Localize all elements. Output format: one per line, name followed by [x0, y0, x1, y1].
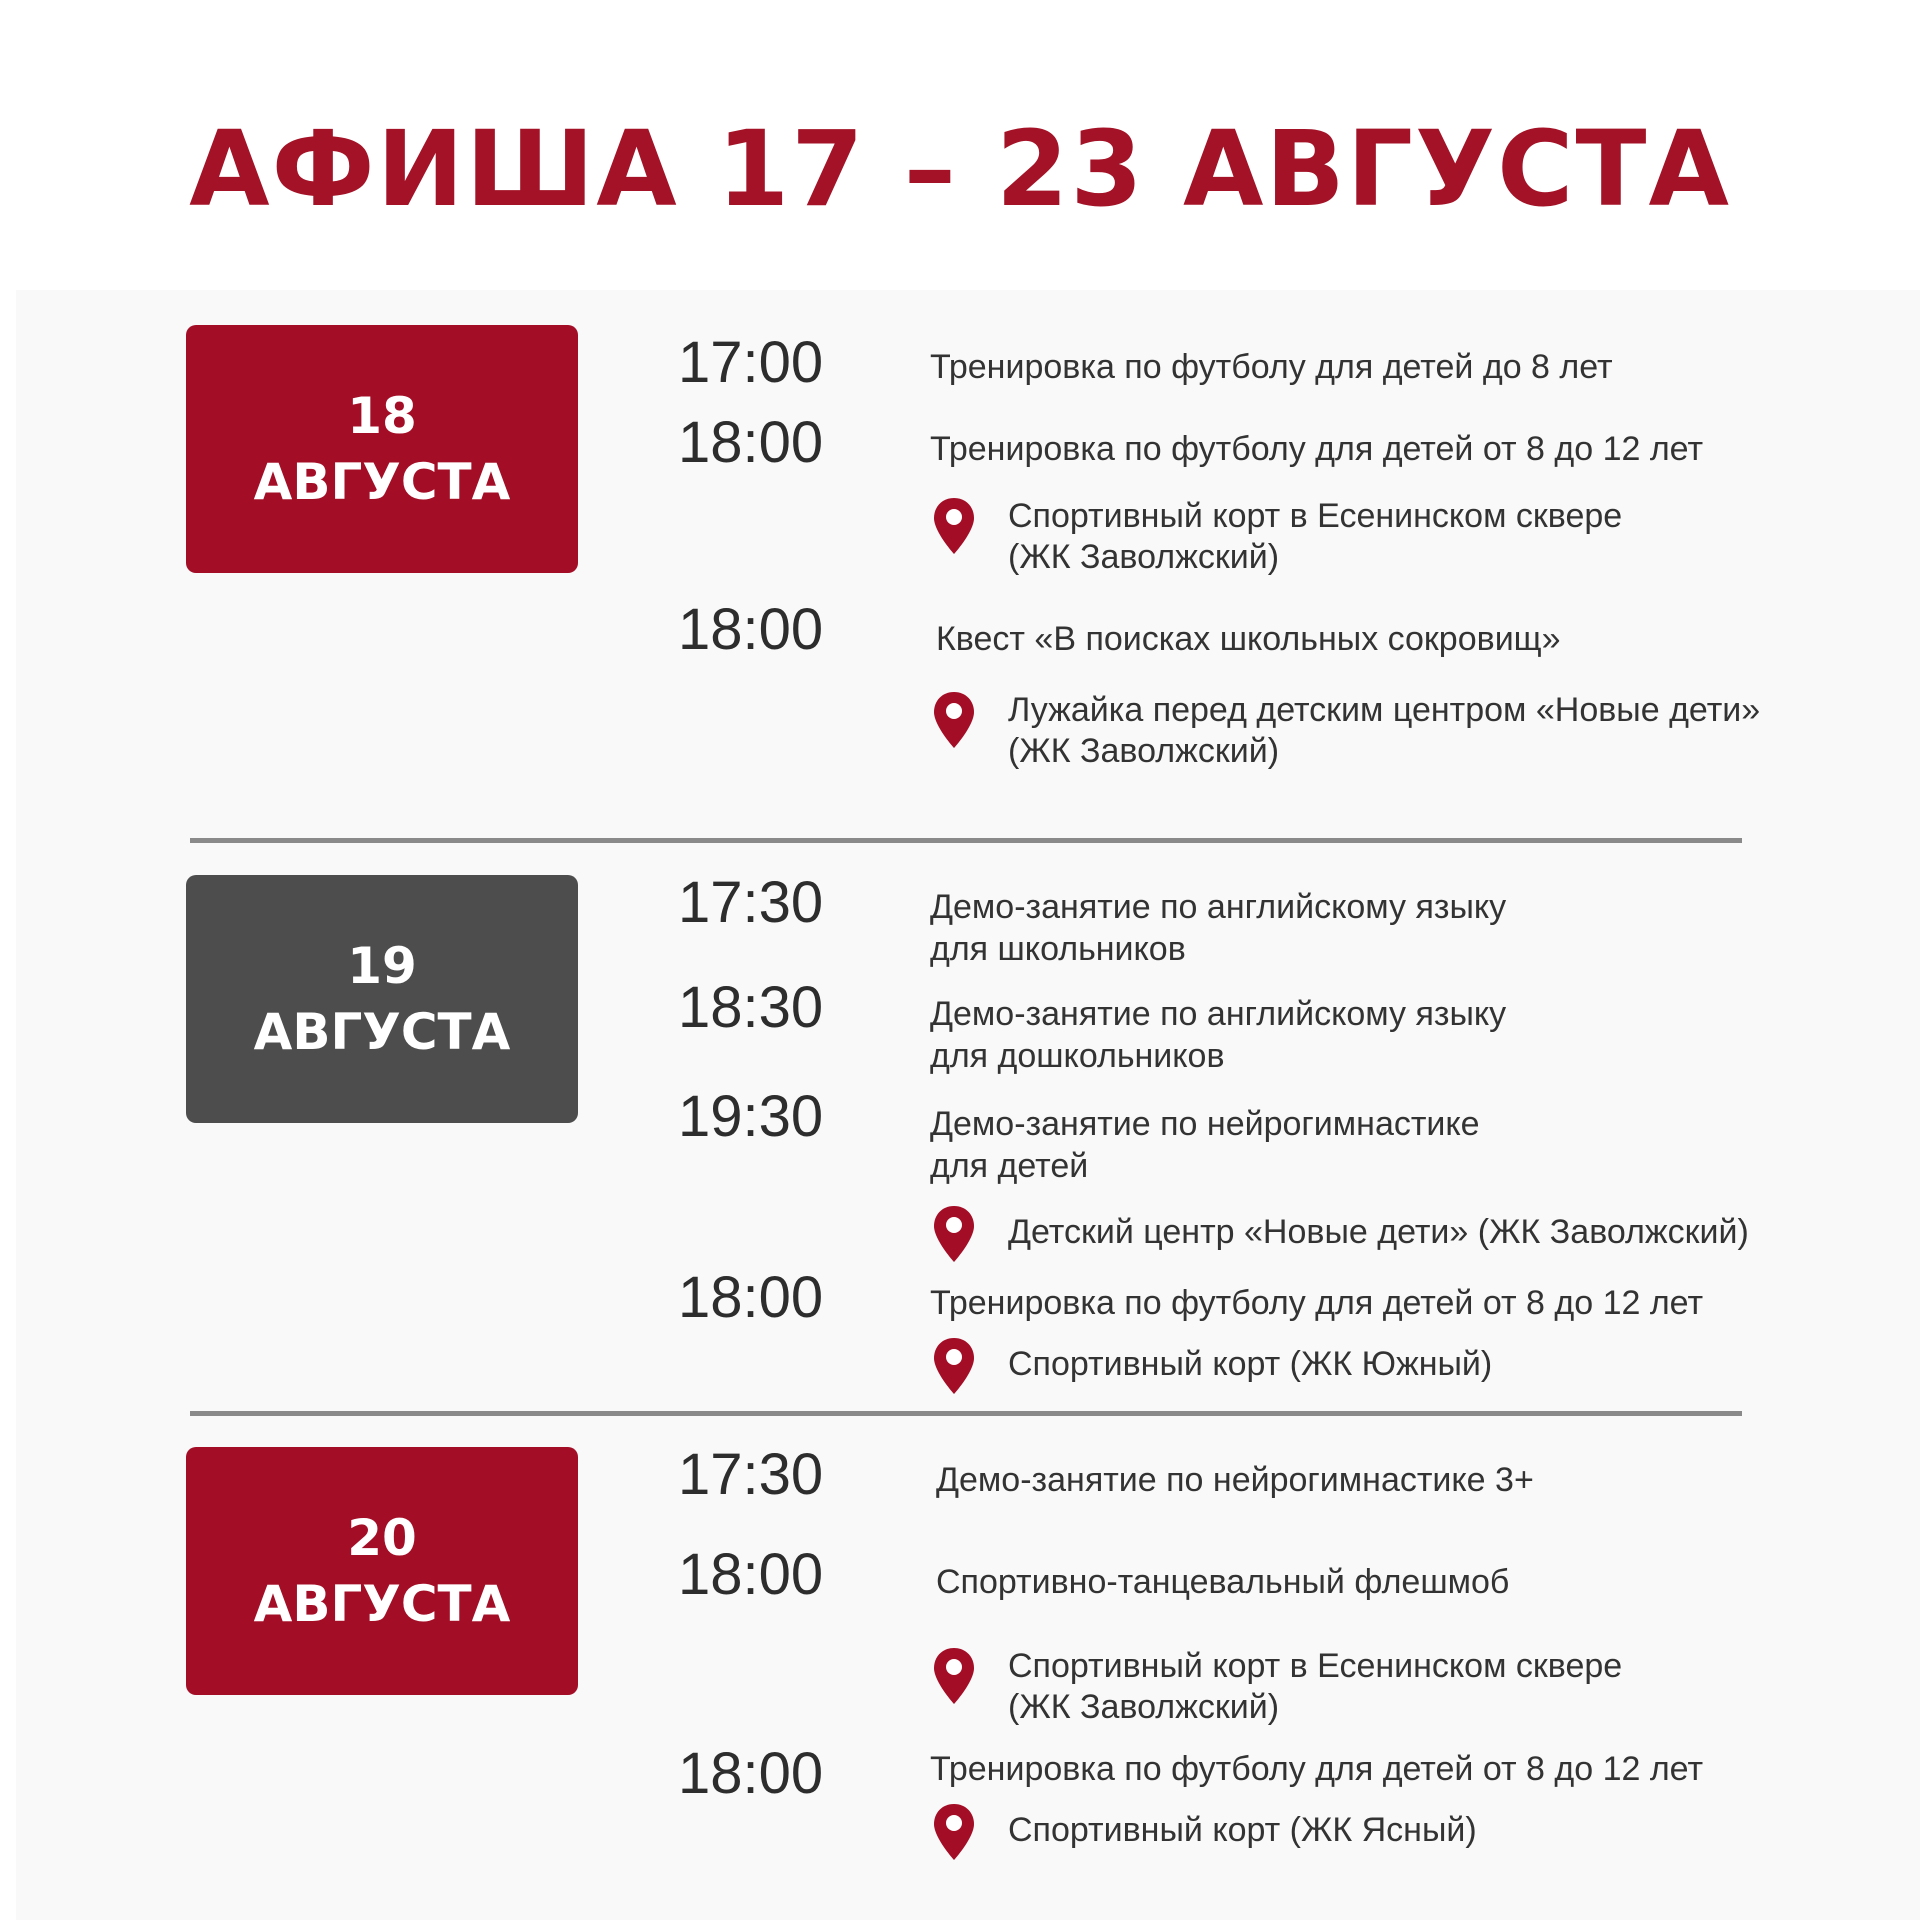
date-badge-month: АВГУСТА — [253, 1575, 511, 1633]
event-title: Демо-занятие по английскому языку для школьников — [930, 888, 1507, 968]
event-time: 18:00 — [678, 1265, 824, 1330]
event-title: Тренировка по футболу для детей от 8 до 12 лет — [930, 1284, 1704, 1322]
section-divider — [190, 1411, 1742, 1416]
date-badge-day: 20 — [347, 1509, 417, 1567]
location-text: Спортивный корт в Есенинском сквере (ЖК Заволжский) — [1008, 1647, 1623, 1726]
map-pin-icon — [928, 1646, 980, 1706]
location-text: Спортивный корт в Есенинском сквере (ЖК Заволжский) — [1008, 497, 1623, 576]
event-time: 19:30 — [678, 1084, 824, 1149]
section-divider — [190, 838, 1742, 843]
date-badge-month: АВГУСТА — [253, 453, 511, 511]
date-badge-day: 19 — [347, 937, 417, 995]
location-text: Спортивный корт (ЖК Ясный) — [1008, 1811, 1477, 1849]
event-title: Демо-занятие по нейрогимнастике для детей — [930, 1105, 1480, 1185]
location-text: Спортивный корт (ЖК Южный) — [1008, 1345, 1493, 1383]
map-pin-icon — [928, 1802, 980, 1862]
map-pin-icon — [928, 1336, 980, 1396]
event-time: 17:30 — [678, 870, 824, 935]
date-badge-19 — [186, 875, 578, 1123]
event-title: Спортивно-танцевальный флешмоб — [936, 1563, 1510, 1601]
event-location — [928, 1802, 1477, 1862]
page-title: АФИША 17 – 23 АВГУСТА — [189, 108, 1731, 230]
event-time: 18:00 — [678, 597, 824, 662]
event-title: Тренировка по футболу для детей от 8 до 12 лет — [930, 1750, 1704, 1788]
event-location — [928, 690, 1760, 772]
date-badge-20 — [186, 1447, 578, 1695]
event-time: 17:00 — [678, 330, 824, 395]
location-text: Детский центр «Новые дети» (ЖК Заволжский) — [1008, 1213, 1749, 1251]
date-badge-month: АВГУСТА — [253, 1003, 511, 1061]
event-time: 18:00 — [678, 410, 824, 475]
event-location — [928, 1336, 1492, 1396]
date-badge-18 — [186, 325, 578, 573]
event-title: Квест «В поисках школьных сокровищ» — [936, 620, 1561, 658]
event-location — [928, 1204, 1749, 1264]
location-text: Лужайка перед детским центром «Новые дети» (ЖК Заволжский) — [1008, 691, 1761, 770]
map-pin-icon — [928, 496, 980, 556]
event-title: Демо-занятие по английскому языку для дошкольников — [930, 995, 1507, 1075]
map-pin-icon — [928, 1204, 980, 1264]
map-pin-icon — [928, 690, 980, 750]
event-time: 17:30 — [678, 1442, 824, 1507]
event-title: Тренировка по футболу для детей до 8 лет — [930, 348, 1613, 386]
event-title: Демо-занятие по нейрогимнастике 3+ — [936, 1461, 1534, 1499]
event-location — [928, 1646, 1622, 1728]
event-time: 18:00 — [678, 1741, 824, 1806]
event-time: 18:00 — [678, 1542, 824, 1607]
event-time: 18:30 — [678, 975, 824, 1040]
event-location — [928, 496, 1622, 578]
event-title: Тренировка по футболу для детей от 8 до 12 лет — [930, 430, 1704, 468]
date-badge-day: 18 — [347, 387, 417, 445]
